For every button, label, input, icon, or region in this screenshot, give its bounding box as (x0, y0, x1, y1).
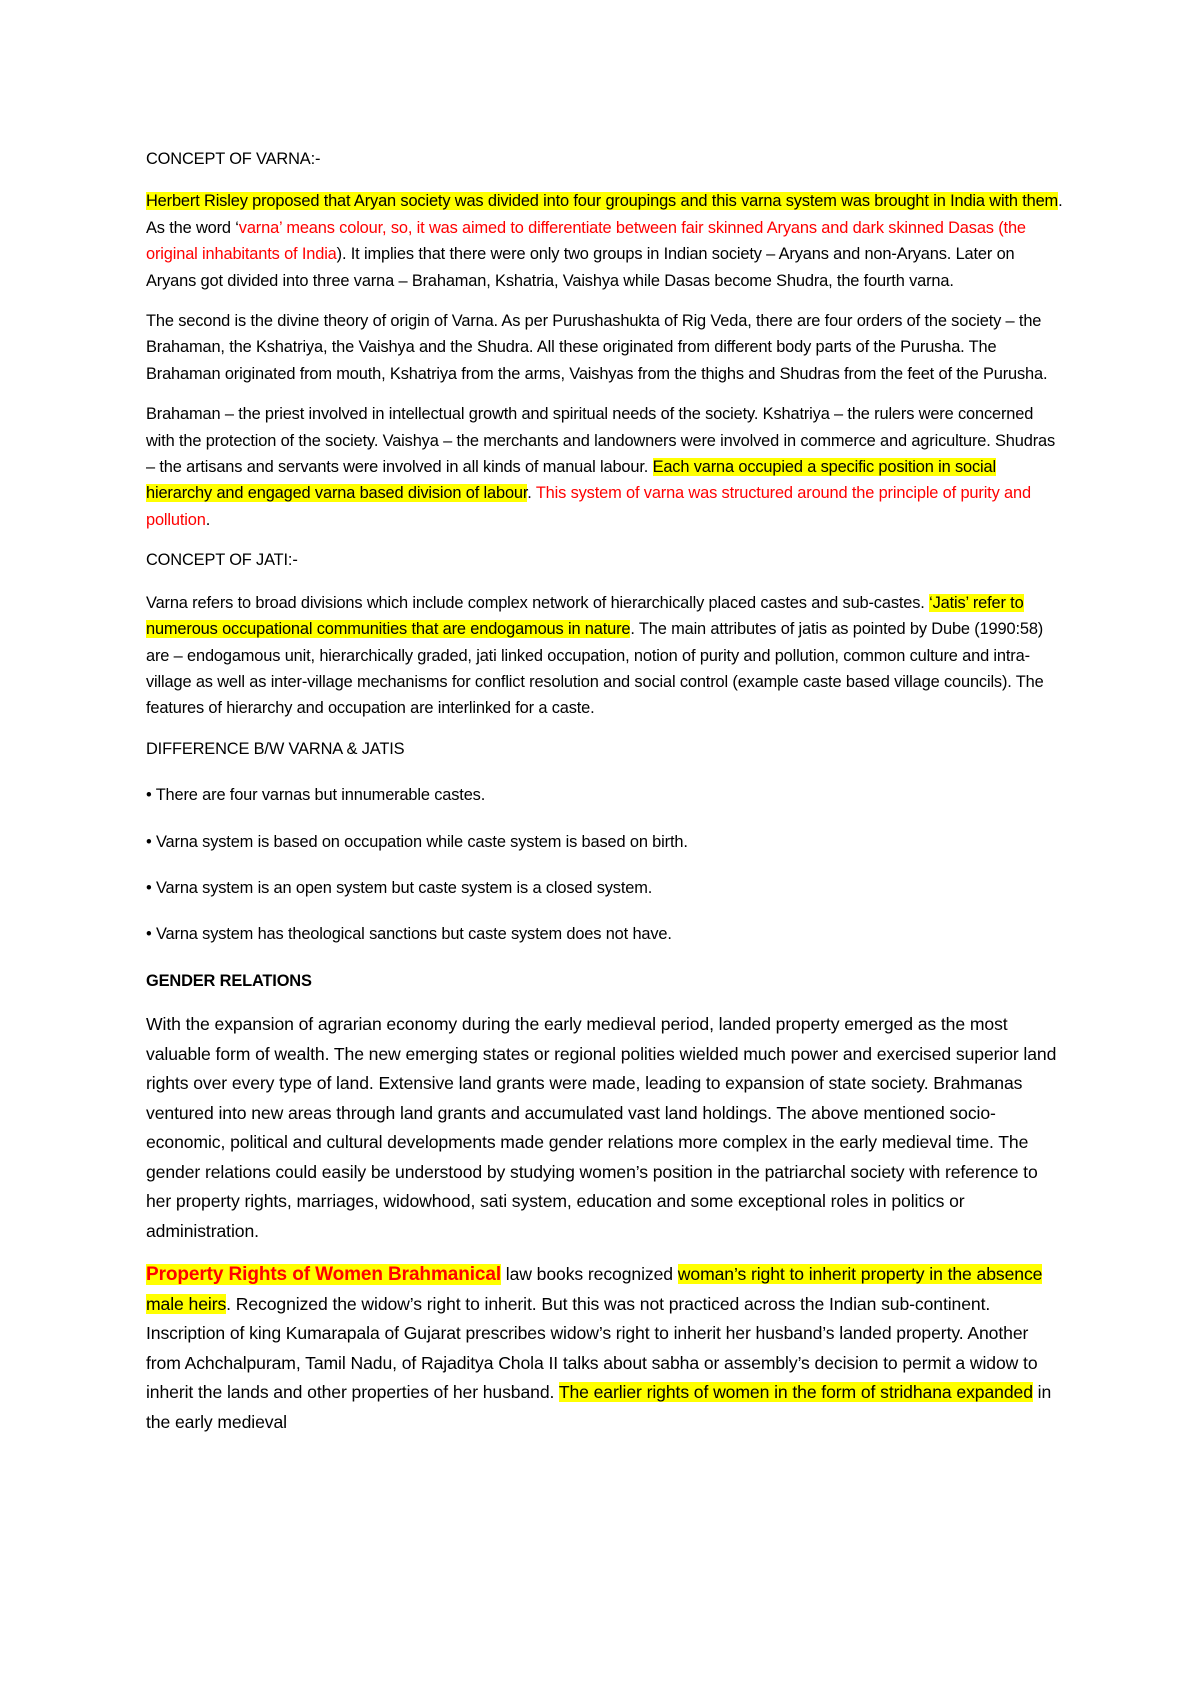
text-run: law books recognized (501, 1264, 678, 1285)
heading-difference-varna-jatis: DIFFERENCE B/W VARNA & JATIS (146, 739, 405, 758)
document-body (146, 146, 1066, 1437)
difference-bullet-4: • Varna system has theological sanctions but caste system does not have. (146, 925, 672, 944)
text-run: . Recognized the widow’s right to inherit. But this was not practiced across the Indian sub-continent. Inscription of king Kumarapala of Gujarat prescribes widow’s right to inherit her husband’s landed property. Another from Achchalpuram, Tamil Nadu, of Rajaditya Chola II talks about sabha or assembly’s decision to permit a widow to inherit the lands and other properties of her husband. (146, 1293, 1038, 1403)
text-run-hlred: Property Rights of Women Brahmanical (146, 1264, 501, 1286)
text-run: . (527, 484, 536, 503)
heading-concept-of-varna: CONCEPT OF VARNA:- (146, 150, 321, 168)
text-run: . As the word ‘ (146, 192, 1063, 237)
difference-bullet-1: • There are four varnas but innumerable castes. (146, 786, 486, 805)
text-run-red: This system of varna was structured around the principle of purity and pollution (146, 484, 1031, 529)
text-run: Varna refers to broad divisions which include complex network of hierarchically placed castes and sub-castes. (146, 593, 930, 612)
text-run-hl: Herbert Risley proposed that Aryan society was divided into four groupings and this varna system was brought in India with them (146, 192, 1059, 211)
gender-paragraph-1: With the expansion of agrarian economy during the early medieval period, landed property emerged as the most valuable form of wealth. The new emerging states or regional polities wielded much power and exercised superior land rights over every type of land. Extensive land grants were made, leading to expansion of state society. Brahmanas ventured into new areas through land grants and accumulated vast land holdings. The above mentioned socio-economic, political and cultural developments made gender relations more complex in the early medieval time. The gender relations could easily be understood by studying women’s position in the patriarchal society with reference to her property rights, marriages, widowhood, sati system, education and some exceptional roles in politics or administration. (146, 1014, 1057, 1241)
text-run: . (205, 510, 211, 529)
varna-paragraph-2: The second is the divine theory of origin of Varna. As per Purushashukta of Rig Veda, there are four orders of the society – the Brahaman, the Kshatriya, the Vaishya and the Shudra. All these originated from different body parts of the Purusha. The Brahaman originated from mouth, Kshatriya from the arms, Vaishyas from the thighs and Shudras from the feet of the Purusha. (146, 312, 1048, 383)
text-run: in the early medieval (146, 1382, 1052, 1432)
difference-bullet-3: • Varna system is an open system but caste system is a closed system. (146, 878, 653, 897)
text-run-hl: Each varna occupied a specific position in social hierarchy and engaged varna based division of labour (146, 458, 996, 503)
text-run-hl: ‘Jatis’ refer to numerous occupational communities that are endogamous in nature (146, 593, 1024, 639)
heading-gender-relations: GENDER RELATIONS (146, 971, 312, 990)
text-run-red: varna’ means colour, so, it was aimed to differentiate between fair skinned Aryans and dark skinned Dasas (the original inhabitants of India (146, 218, 1026, 264)
text-run-hl: woman’s right to inherit property in the absence male heirs (146, 1264, 1043, 1314)
text-run: Brahaman – the priest involved in intellectual growth and spiritual needs of the society. Kshatriya – the rulers were concerned with the protection of the society. Vaishya – the merchants and landowners were involved in commerce and agriculture. Shudras – the artisans and servants were involved in all kinds of manual labour. (146, 405, 1056, 477)
text-run: ). It implies that there were only two groups in Indian society – Aryans and non-Aryans. Later on Aryans got divided into three varna – Brahaman, Kshatria, Vaishya while Dasas become Shudra, the fourth varna. (146, 245, 1015, 290)
heading-concept-of-jati: CONCEPT OF JATI:- (146, 551, 298, 570)
jati-paragraph-1 (146, 590, 1066, 722)
property-rights-paragraph (146, 1260, 1066, 1437)
varna-paragraph-3 (146, 401, 1066, 533)
text-run-hl: The earlier rights of women in the form of stridhana expanded (558, 1382, 1033, 1403)
difference-bullet-2: • Varna system is based on occupation while caste system is based on birth. (146, 832, 688, 851)
varna-paragraph-1 (146, 188, 1066, 294)
text-run: . The main attributes of jatis as pointed by Dube (1990:58) are – endogamous unit, hierarchically graded, jati linked occupation, notion of purity and pollution, common culture and intra-village as well as inter-village mechanisms for conflict resolution and social control (example caste based village councils). The features of hierarchy and occupation are interlinked for a caste. (146, 620, 1044, 718)
